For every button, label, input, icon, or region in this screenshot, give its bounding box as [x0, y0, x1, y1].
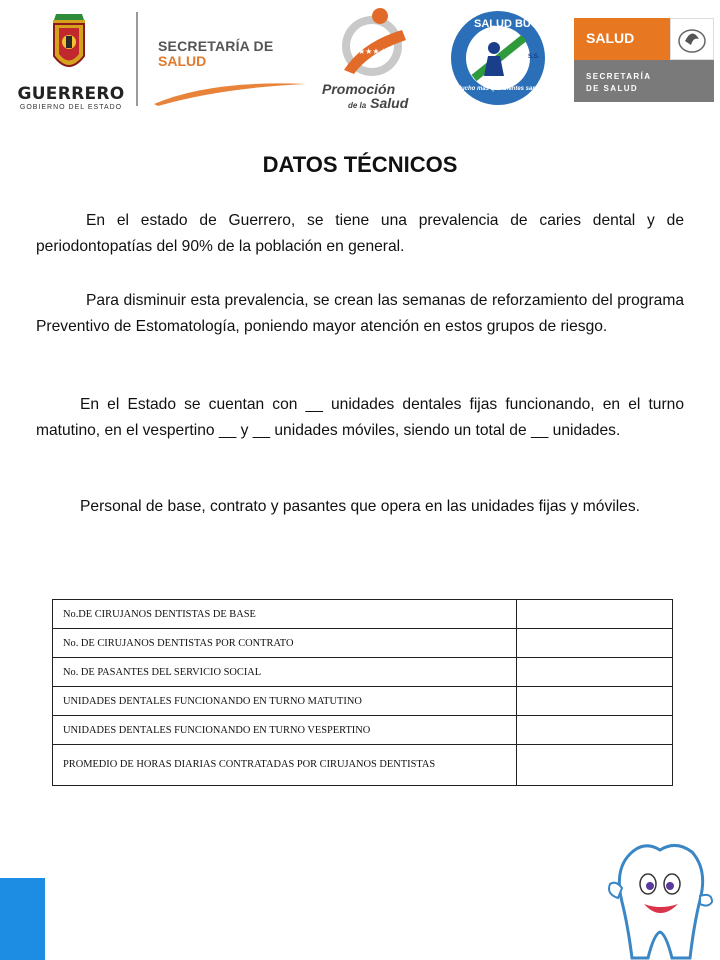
- salud-secretaria-line1: SECRETARÍA: [586, 72, 652, 81]
- salud-bucal-top-text: SALUD BUCAL: [474, 18, 554, 30]
- table-row: [53, 745, 673, 786]
- guerrero-government-logo: [12, 10, 128, 110]
- secretaria-de-salud-logo: [150, 38, 310, 110]
- guerrero-coat-of-arms-icon: [50, 12, 88, 78]
- table-row: [53, 687, 673, 716]
- row-label: PROMEDIO DE HORAS DIARIAS CONTRATADAS POR CIRUJANOS DENTISTAS: [53, 745, 517, 786]
- blue-accent-bar: [0, 878, 45, 960]
- table-row: [53, 658, 673, 687]
- guerrero-subtitle: GOBIERNO DEL ESTADO: [19, 104, 123, 111]
- paragraph-personal: Personal de base, contrato y pasantes que opera en las unidades fijas y móviles.: [80, 498, 640, 515]
- page-title: DATOS TÉCNICOS: [262, 152, 458, 177]
- promocion-line1: Promoción: [322, 81, 396, 97]
- salud-bucal-logo: [448, 8, 554, 108]
- salud-bucal-tagline: Mucho más que dientes sanos: [456, 86, 544, 92]
- table-row: [53, 600, 673, 629]
- promocion-small: de la: [348, 101, 367, 110]
- mexico-eagle-block: [670, 18, 714, 60]
- row-value-cell[interactable]: [517, 687, 673, 716]
- row-value-cell[interactable]: [517, 658, 673, 687]
- row-value-cell[interactable]: [517, 745, 673, 786]
- salud-bucal-mark: S.S.: [528, 54, 540, 60]
- salud-secretaria-line2: DE SALUD: [586, 84, 639, 93]
- row-value-cell[interactable]: [517, 629, 673, 658]
- row-label: No. DE PASANTES DEL SERVICIO SOCIAL: [53, 658, 517, 687]
- logo-divider: [136, 12, 138, 106]
- promocion-emblem-icon: [318, 6, 430, 82]
- table-row: [53, 629, 673, 658]
- paragraph-unidades: En el Estado se cuentan con __ unidades dentales fijas funcionando, en el turno matutino, en el vespertino __ y __ unidades móviles, siendo un total de __ unidades.: [36, 396, 684, 439]
- salud-gray-block: [574, 60, 714, 102]
- promocion-line2: [322, 96, 408, 113]
- row-label: No.DE CIRUJANOS DENTISTAS DE BASE: [53, 600, 517, 629]
- row-value-cell[interactable]: [517, 600, 673, 629]
- promocion-wordmark: [322, 82, 408, 113]
- promocion-de-la-salud-logo: [318, 6, 430, 114]
- svg-text:★★★★: ★★★★: [358, 47, 387, 56]
- guerrero-wordmark: GUERRERO: [17, 84, 125, 104]
- salud-orange-block: [574, 18, 670, 60]
- tooth-mascot-icon: [600, 836, 720, 960]
- row-label: No. DE CIRUJANOS DENTISTAS POR CONTRATO: [53, 629, 517, 658]
- row-label: UNIDADES DENTALES FUNCIONANDO EN TURNO MATUTINO: [53, 687, 517, 716]
- secretaria-line1: SECRETARÍA DE: [158, 38, 274, 54]
- mexican-eagle-icon: [671, 19, 713, 59]
- promocion-salud: Salud: [370, 95, 409, 111]
- salud-wordmark: SALUD: [586, 30, 635, 46]
- datos-tecnicos-table: [52, 599, 673, 786]
- secretaria-line2: SALUD: [158, 53, 207, 69]
- row-label: UNIDADES DENTALES FUNCIONANDO EN TURNO VESPERTINO: [53, 716, 517, 745]
- row-value-cell[interactable]: [517, 716, 673, 745]
- salud-federal-logo: [574, 18, 714, 102]
- table-row: [53, 716, 673, 745]
- orange-swoosh-icon: [150, 72, 310, 108]
- paragraph-prevalencia: En el estado de Guerrero, se tiene una prevalencia de caries dental y de periodontopatías del 90% de la población en general.: [36, 212, 684, 255]
- paragraph-reforzamiento: Para disminuir esta prevalencia, se crean las semanas de reforzamiento del programa Preventivo de Estomatología, poniendo mayor atención en estos grupos de riesgo.: [36, 292, 684, 335]
